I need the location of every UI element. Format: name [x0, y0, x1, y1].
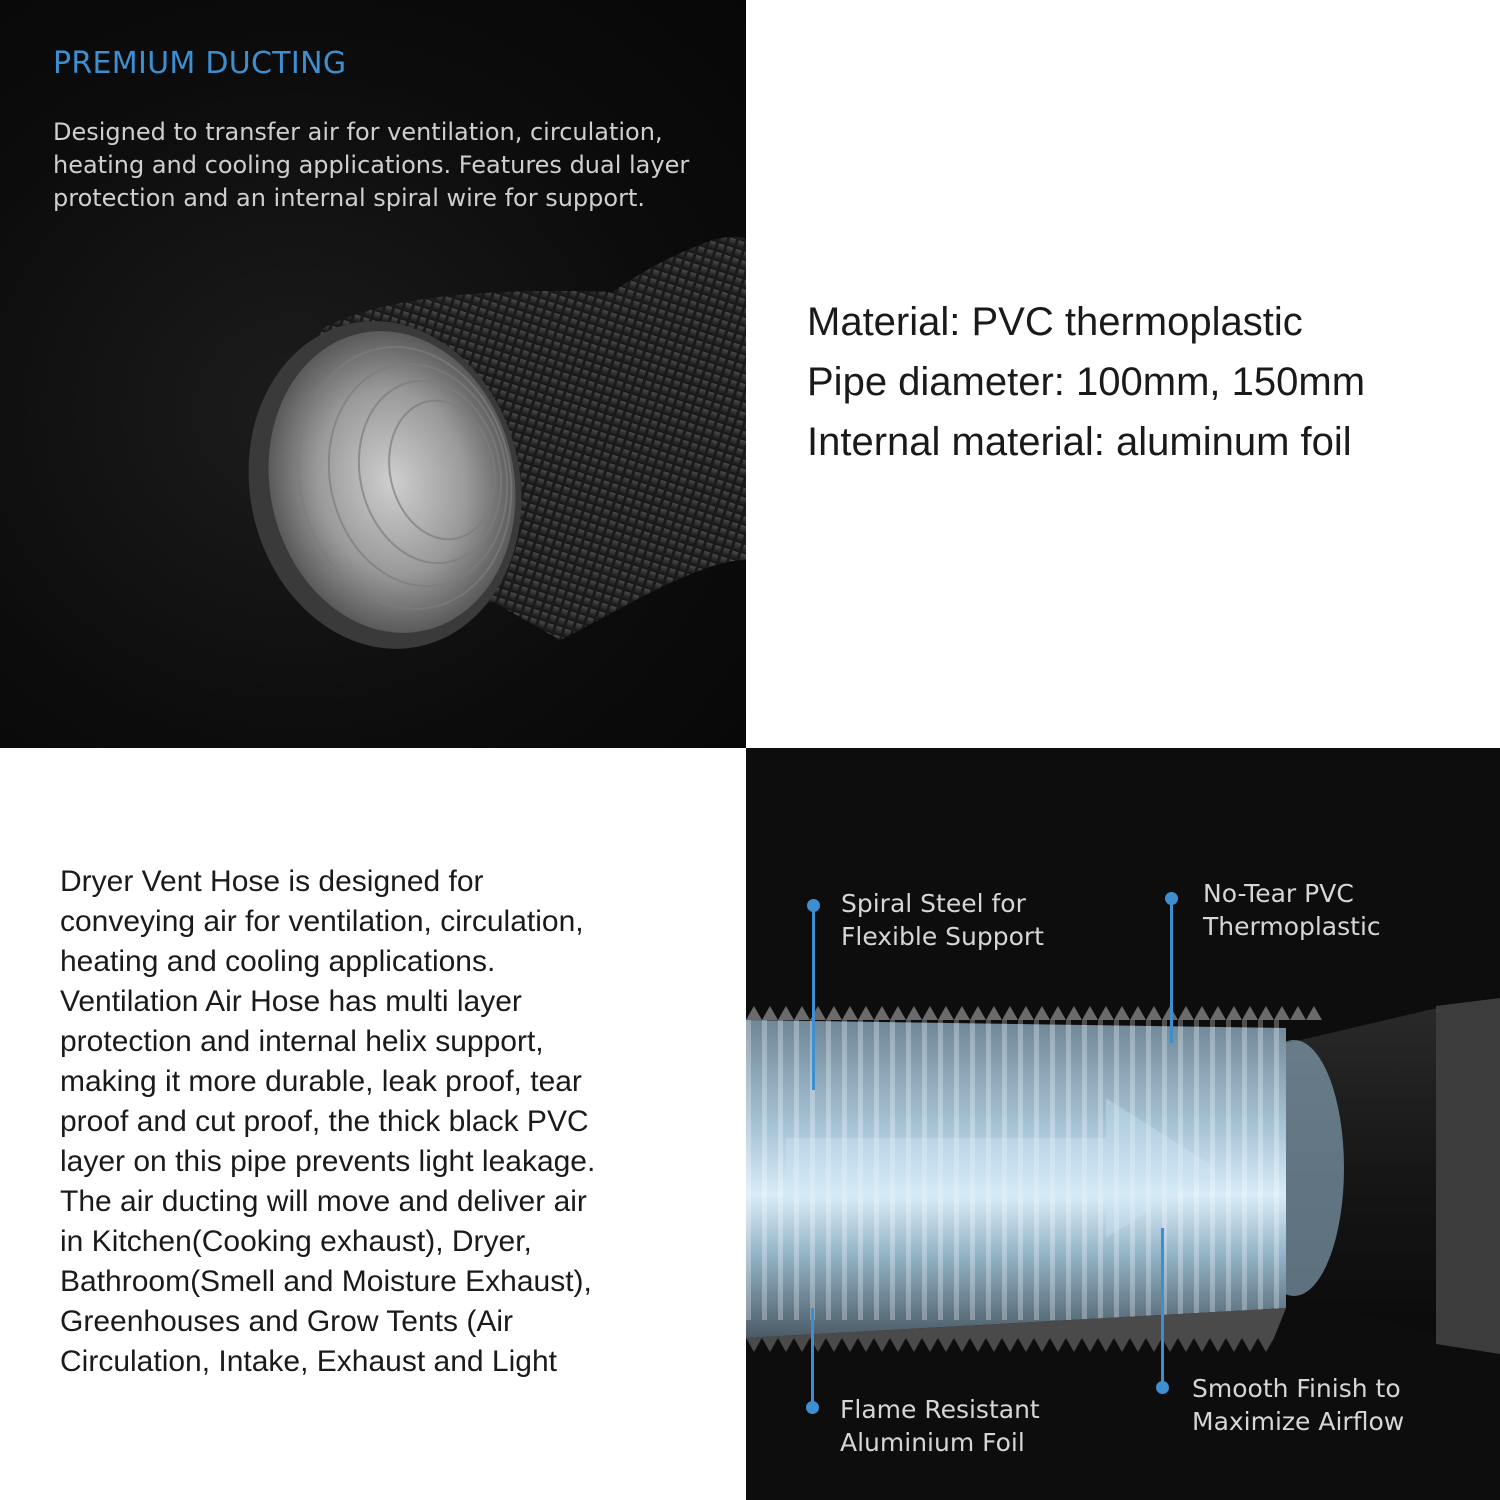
premium-ducting-panel	[0, 0, 746, 748]
callout-flame-resistant	[840, 1393, 1040, 1459]
callout-spiral-line2: Flexible Support	[841, 922, 1044, 951]
callout-no-tear-pvc	[1203, 877, 1381, 943]
description-line: conveying air for ventilation, circulation,	[60, 905, 584, 938]
description-line: making it more durable, leak proof, tear	[60, 1065, 582, 1098]
premium-ducting-description: Designed to transfer air for ventilation, circulation, heating and cooling applications. Features dual layer protection and an internal spiral wire for support.	[53, 118, 690, 212]
specs-panel	[746, 0, 1500, 748]
spec-pipe-diameter: Pipe diameter: 100mm, 150mm	[807, 360, 1366, 404]
description-line: in Kitchen(Cooking exhaust), Dryer,	[60, 1225, 532, 1258]
callout-smooth-line2: Maximize Airflow	[1192, 1407, 1405, 1436]
callout-line-foil	[811, 1308, 814, 1403]
callout-spiral-steel	[841, 887, 1044, 953]
description-line: Dryer Vent Hose is designed for	[60, 865, 484, 898]
description-line: Greenhouses and Grow Tents (Air	[60, 1305, 514, 1338]
product-description	[60, 862, 680, 1382]
callout-line-spiral	[812, 910, 815, 1090]
description-line: proof and cut proof, the thick black PVC	[60, 1105, 589, 1138]
description-line: The air ducting will move and deliver air	[60, 1185, 587, 1218]
cutaway-panel	[746, 748, 1500, 1500]
spec-list	[807, 292, 1487, 472]
description-line: protection and internal helix support,	[60, 1025, 544, 1058]
spec-material: Material: PVC thermoplastic	[807, 300, 1303, 344]
callout-smooth-line1: Smooth Finish to	[1192, 1374, 1401, 1403]
description-line: Circulation, Intake, Exhaust and Light	[60, 1345, 557, 1378]
description-line: Bathroom(Smell and Moisture Exhaust),	[60, 1265, 592, 1298]
premium-ducting-title: PREMIUM DUCTING	[53, 46, 347, 81]
duct-hose-image	[0, 0, 746, 748]
callout-pvc-line1: No-Tear PVC	[1203, 879, 1354, 908]
description-line: layer on this pipe prevents light leakage.	[60, 1145, 596, 1178]
description-line: Ventilation Air Hose has multi layer	[60, 985, 522, 1018]
callout-smooth-finish	[1192, 1372, 1404, 1438]
callout-line-pvc	[1170, 903, 1173, 1043]
callout-line-smooth	[1161, 1228, 1164, 1383]
callout-pvc-line2: Thermoplastic	[1203, 912, 1381, 941]
callout-foil-line2: Aluminium Foil	[840, 1428, 1025, 1457]
callout-foil-line1: Flame Resistant	[840, 1395, 1040, 1424]
callout-spiral-line1: Spiral Steel for	[841, 889, 1026, 918]
spec-internal-material: Internal material: aluminum foil	[807, 420, 1352, 464]
description-line: heating and cooling applications.	[60, 945, 496, 978]
